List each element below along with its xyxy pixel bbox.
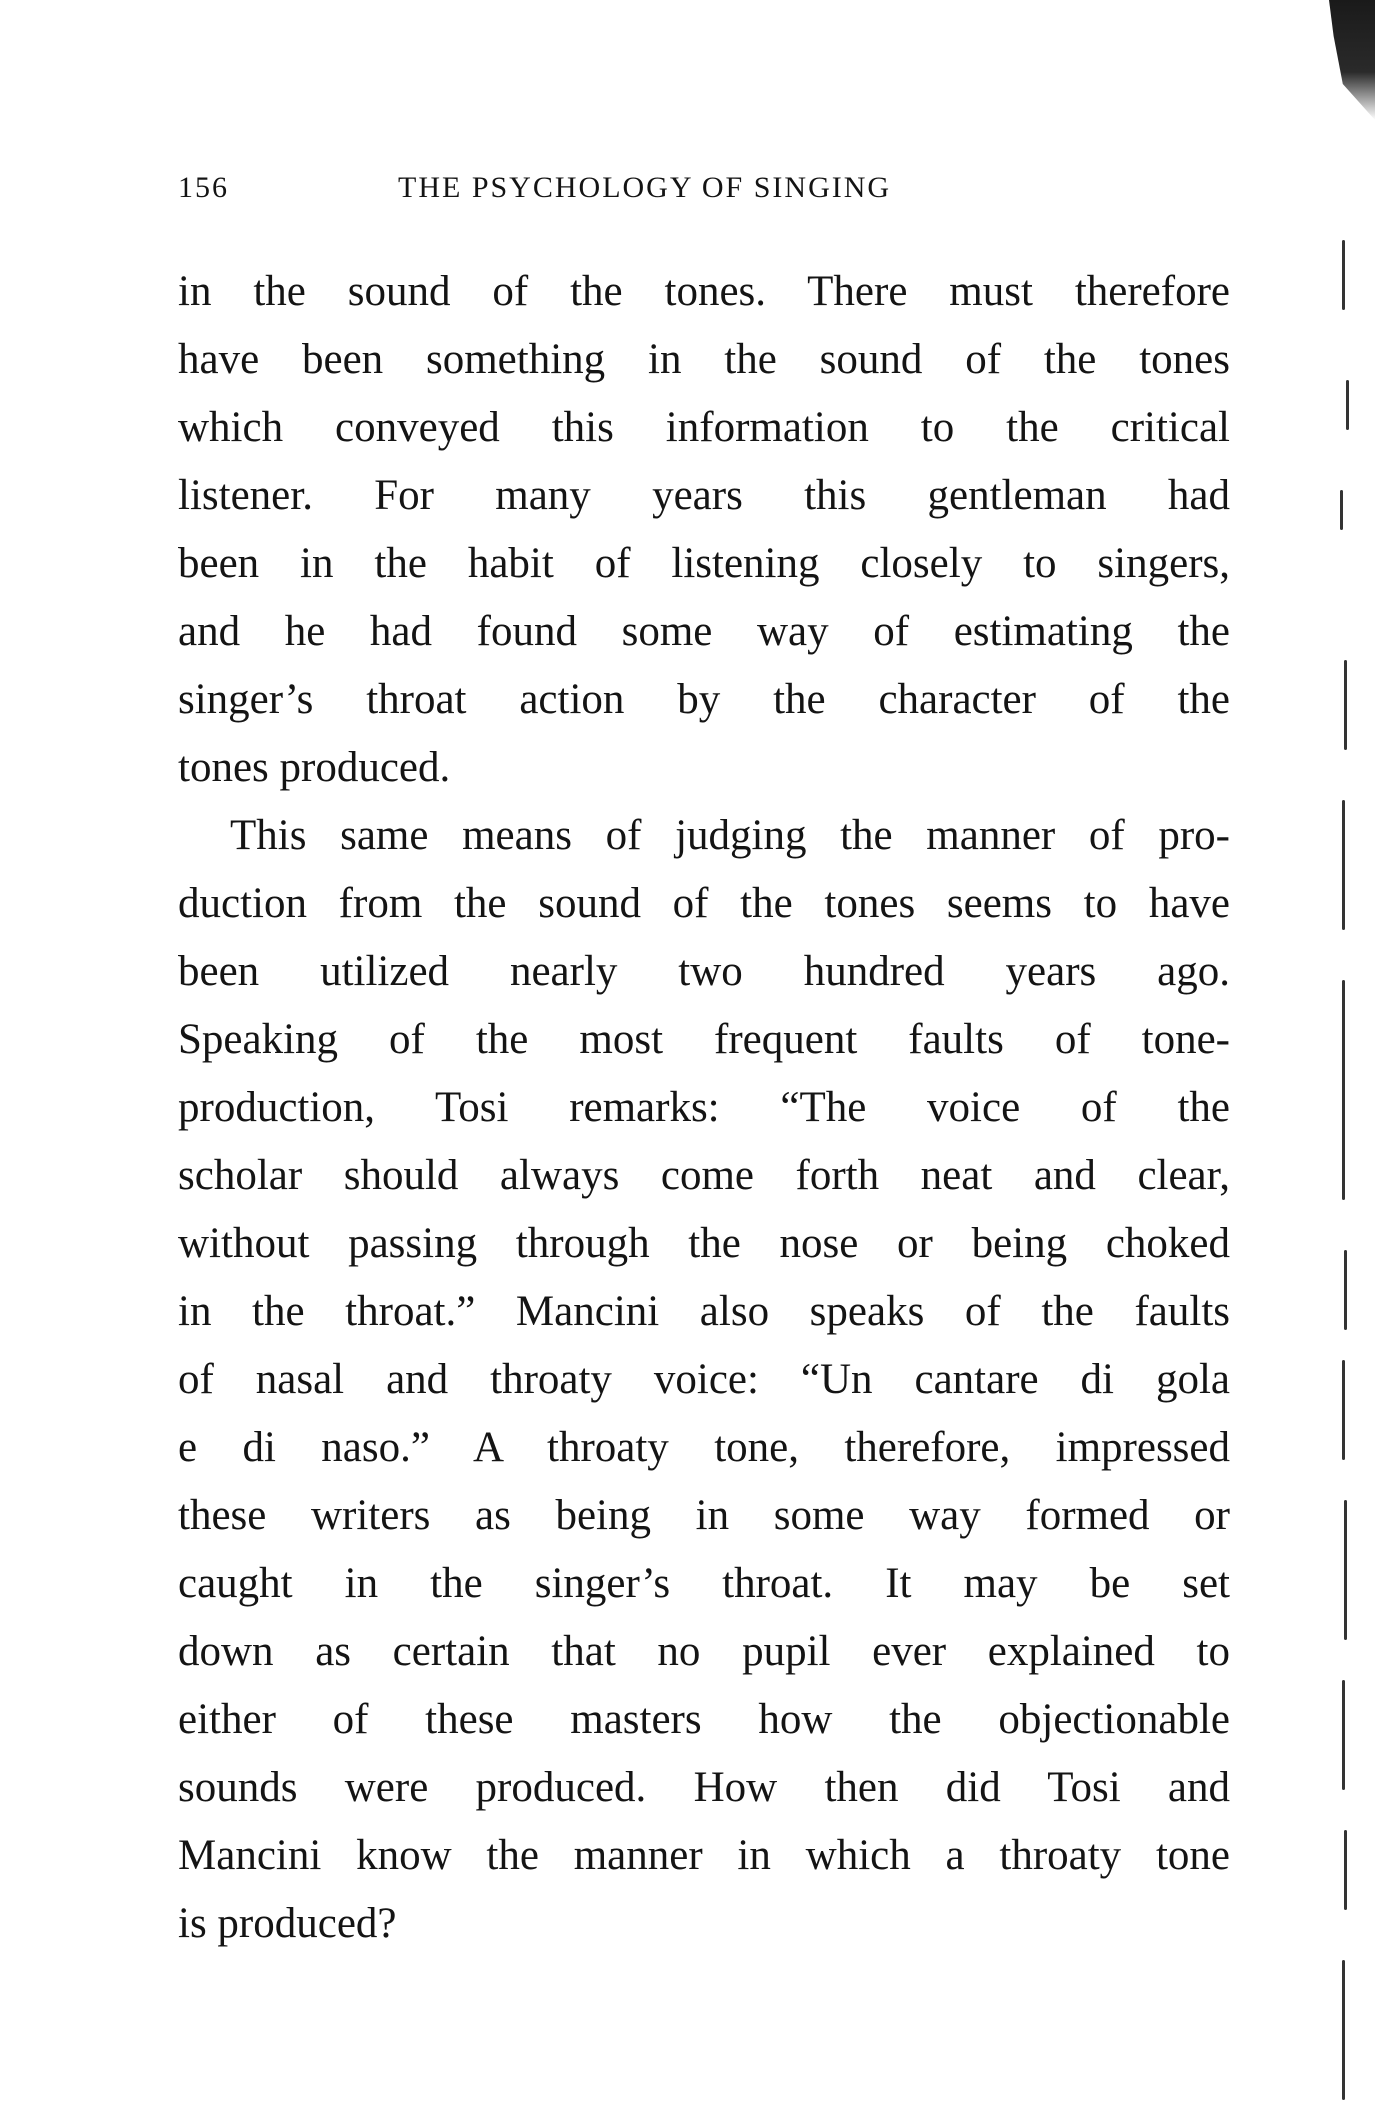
text-line: listener. For many years this gentleman had	[178, 472, 1230, 519]
text-line: have been something in the sound of the tones	[178, 336, 1230, 383]
text-line: either of these masters how the objectionable	[178, 1696, 1230, 1743]
text-line: e di naso.” A throaty tone, therefore, impressed	[178, 1424, 1230, 1471]
text-line: tones produced.	[178, 744, 451, 791]
paragraph-2	[178, 802, 1230, 1958]
text-line: which conveyed this information to the critical	[178, 404, 1230, 451]
text-line: Mancini know the manner in which a throaty tone	[178, 1832, 1230, 1879]
text-line: production, Tosi remarks: “The voice of the	[178, 1084, 1230, 1131]
binding-mark	[1342, 1680, 1345, 1790]
text-line: Speaking of the most frequent faults of tone-	[178, 1016, 1230, 1063]
text-line: sounds were produced. How then did Tosi and	[178, 1764, 1230, 1811]
text-line: scholar should always come forth neat and clear,	[178, 1152, 1230, 1199]
binding-mark	[1342, 800, 1345, 930]
running-title: THE PSYCHOLOGY OF SINGING	[398, 171, 892, 204]
text-line: in the throat.” Mancini also speaks of the faults	[178, 1288, 1230, 1335]
text-line: down as certain that no pupil ever explained to	[178, 1628, 1230, 1675]
text-line: these writers as being in some way formed or	[178, 1492, 1230, 1539]
text-line: This same means of judging the manner of pro-	[230, 812, 1230, 859]
binding-mark	[1342, 980, 1345, 1200]
binding-mark	[1344, 660, 1347, 750]
binding-edge-shadow	[1299, 0, 1379, 2112]
binding-mark	[1342, 240, 1345, 310]
binding-mark	[1340, 490, 1343, 530]
binding-mark	[1344, 1500, 1347, 1640]
text-line: of nasal and throaty voice: “Un cantare di gola	[178, 1356, 1230, 1403]
binding-mark	[1342, 1360, 1345, 1460]
text-line: is produced?	[178, 1900, 397, 1947]
text-line: without passing through the nose or being choked	[178, 1220, 1230, 1267]
body-text	[178, 258, 1230, 1958]
binding-mark	[1346, 380, 1349, 430]
binding-mark	[1344, 1830, 1347, 1910]
text-line: been in the habit of listening closely to singers,	[178, 540, 1230, 587]
page-number: 156	[178, 171, 229, 204]
paragraph-1	[178, 258, 1230, 802]
text-line: duction from the sound of the tones seems to have	[178, 880, 1230, 927]
binding-mark	[1342, 1960, 1345, 2100]
text-line: and he had found some way of estimating the	[178, 608, 1230, 655]
text-line: in the sound of the tones. There must therefore	[178, 268, 1230, 315]
text-line: been utilized nearly two hundred years ago.	[178, 948, 1230, 995]
running-head	[178, 168, 1078, 208]
text-line: caught in the singer’s throat. It may be set	[178, 1560, 1230, 1607]
binding-mark	[1344, 1250, 1347, 1330]
text-line: singer’s throat action by the character of the	[178, 676, 1230, 723]
binding-corner-shadow	[1329, 0, 1375, 120]
